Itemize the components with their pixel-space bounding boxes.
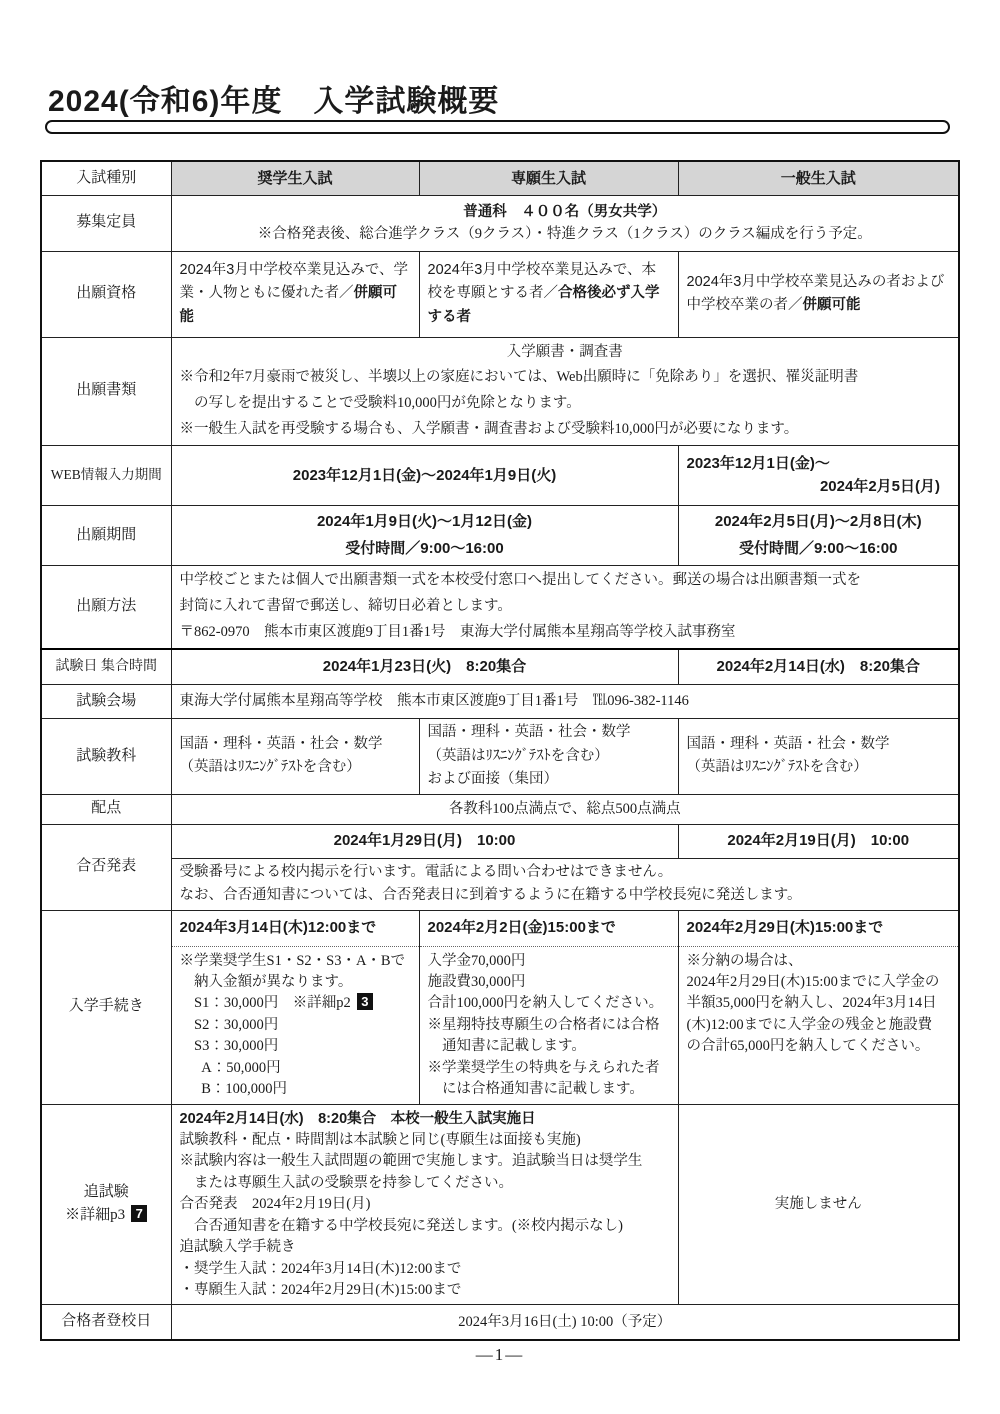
table-row-exam-subjects xyxy=(41,719,959,794)
table-row-enrollment-deadlines xyxy=(41,910,959,946)
text-line: 2024年3月中学校卒業見込みで、本校を専願とする者／ xyxy=(427,261,657,302)
row-label-application-method: 出願方法 xyxy=(41,566,171,649)
row-label-application-period: 出願期間 xyxy=(41,505,171,566)
cell-exam-date-general: 2024年2月14日(水) 8:20集合 xyxy=(678,649,959,685)
method-address: 〒862-0970 熊本市東区渡鹿9丁目1番1号 東海大学付属熊本星翔高等学校入試事務室 xyxy=(179,623,736,640)
cell-exam-date-main: 2024年1月23日(火) 8:20集合 xyxy=(171,649,678,685)
text-line: ※試験内容は一般生入試問題の範囲で実施します。追試験当日は奨学生 xyxy=(179,1153,643,1170)
method-line-2: 封筒に入れて書留で郵送し、締切日必着とします。 xyxy=(179,597,512,614)
text-line: 合否通知書を在籍する中学校長宛に発送します。(※校内掲示なし) xyxy=(194,1217,623,1234)
title-underline-bar xyxy=(45,120,950,134)
subjects-line: （英語はﾘｽﾆﾝｸﾞﾃｽﾄを含む） xyxy=(686,759,868,776)
cell-eligibility-scholarship xyxy=(171,251,419,337)
fee-a: A：50,000円 xyxy=(201,1059,281,1076)
table-row-documents xyxy=(41,337,959,445)
documents-note-1-cont: の写しを提出することで受験料10,000円が免除となります。 xyxy=(194,395,581,412)
row-label-attendance-day: 合格者登校日 xyxy=(41,1304,171,1340)
text-line: 合否発表 2024年2月19日(月) xyxy=(179,1196,371,1213)
application-period-dates: 2024年1月9日(火)～1月12日(金) xyxy=(316,512,533,530)
subjects-line: （英語はﾘｽﾆﾝｸﾞﾃｽﾄを含む） xyxy=(427,747,609,764)
cell-enrollment-sengan xyxy=(419,946,678,1104)
text-line: 半額35,000円を納入し、2024年3月14日 xyxy=(686,995,937,1012)
cell-web-period-general xyxy=(678,445,959,505)
subjects-line: （英語はﾘｽﾆﾝｸﾞﾃｽﾄを含む） xyxy=(179,759,361,776)
cell-makeup-exam-details xyxy=(171,1104,678,1304)
row-label-exam-date: 試験日 集合時間 xyxy=(41,649,171,685)
table-row-admitted-attendance-day xyxy=(41,1304,959,1340)
cell-eligibility-sengan xyxy=(419,251,678,337)
cell-enrollment-general xyxy=(678,946,959,1104)
text-line: ※星翔特技専願生の合格者には合格 xyxy=(427,1016,660,1033)
makeup-exam-detail-ref xyxy=(45,1204,168,1227)
method-line-1: 中学校ごとまたは個人で出願書類一式を本校受付窓口へ提出してください。郵送の場合は出願書類一式を xyxy=(179,572,861,589)
cell-enrollment-deadline-general: 2024年2月29日(木)15:00まで xyxy=(678,910,959,946)
cell-subjects-general xyxy=(678,719,959,794)
row-label-web-entry-period: WEB情報入力期間 xyxy=(41,445,171,505)
cell-results-date-general: 2024年2月19日(月) 10:00 xyxy=(678,824,959,858)
cell-subjects-scholarship xyxy=(171,719,419,794)
row-label-exam-subjects: 試験教科 xyxy=(41,719,171,794)
cell-makeup-exam-general: 実施しません xyxy=(678,1104,959,1304)
text-line: ※学業奨学生の特典を与えられた者 xyxy=(427,1059,660,1076)
capacity-note: ※合格発表後、総合進学クラス（9クラス）・特進クラス（1クラス）のクラス編成を行う予定。 xyxy=(257,226,872,242)
cell-subjects-sengan xyxy=(419,719,678,794)
text-line: 合計100,000円を納入してください。 xyxy=(427,995,664,1012)
fee-s1: S1：30,000円 ※詳細p2 xyxy=(194,995,351,1012)
table-row-application-method xyxy=(41,566,959,649)
cell-scoring: 各教科100点満点で、総点500点満点 xyxy=(171,794,959,824)
application-period-hours: 受付時間／9:00～16:00 xyxy=(345,540,504,558)
cell-attendance-day: 2024年3月16日(土) 10:00（予定） xyxy=(171,1304,959,1340)
text-line: 納入金額が異なります。 xyxy=(194,973,353,990)
row-label-capacity: 募集定員 xyxy=(41,195,171,251)
subjects-line: 国語・理科・英語・社会・数学 xyxy=(179,735,383,752)
documents-note-2: ※一般生入試を再受験する場合も、入学願書・調査書および受験料10,000円が必要になります。 xyxy=(179,420,799,437)
cell-enrollment-deadline-sengan: 2024年2月2日(金)15:00まで xyxy=(419,910,678,946)
table-row-exam-types xyxy=(41,161,959,195)
cell-exam-venue: 東海大学付属熊本星翔高等学校 熊本市東区渡鹿9丁目1番1号 ℡096-382-1146 xyxy=(171,685,959,719)
table-row-eligibility xyxy=(41,251,959,337)
fee-s3: S3：30,000円 xyxy=(194,1038,279,1055)
exam-overview-table xyxy=(40,160,960,1341)
text-line: ※詳細p3 xyxy=(65,1207,126,1224)
page-number: ―1― xyxy=(475,1345,525,1364)
text-line: ・専願生入試：2024年2月29日(木)15:00まで xyxy=(179,1282,462,1299)
text-line: 通知書に記載します。 xyxy=(442,1038,586,1055)
cell-enrollment-scholarship xyxy=(171,946,419,1104)
text-line: 追試験入学手続き xyxy=(179,1239,296,1256)
text-line: 2024年2月29日(木)15:00までに入学金の xyxy=(686,973,940,990)
cell-application-period-main xyxy=(171,505,678,566)
cell-web-period-main: 2023年12月1日(金)～2024年1月9日(火) xyxy=(171,445,678,505)
text-line: 施設費30,000円 xyxy=(427,973,526,990)
cell-application-period-general xyxy=(678,505,959,566)
subjects-line: 国語・理科・英語・社会・数学 xyxy=(427,724,631,741)
table-row-enrollment-details xyxy=(41,946,959,1104)
cell-results-date-main: 2024年1月29日(月) 10:00 xyxy=(171,824,678,858)
column-header-sengan-exam: 専願生入試 xyxy=(419,161,678,195)
table-row-application-period xyxy=(41,505,959,566)
results-note-1: 受験番号による校内掲示を行います。電話による問い合わせはできません。 xyxy=(179,863,673,880)
row-label-makeup-exam xyxy=(41,1104,171,1304)
eligibility-bold: 併願可能 xyxy=(179,285,397,325)
eligibility-bold: 併願可能 xyxy=(802,297,861,313)
text-line xyxy=(180,993,411,1014)
row-label-results: 合否発表 xyxy=(41,824,171,910)
web-period-line2: 2024年2月5日(月) xyxy=(819,478,940,496)
capacity-main: 普通科 ４００名（男女共学） xyxy=(463,203,667,220)
cell-application-method xyxy=(171,566,959,649)
cell-enrollment-deadline-scholarship: 2024年3月14日(木)12:00まで xyxy=(171,910,419,946)
column-header-scholarship-exam: 奨学生入試 xyxy=(171,161,419,195)
table-row-capacity xyxy=(41,195,959,251)
row-label-scoring: 配点 xyxy=(41,794,171,824)
text-line: の合計65,000円を納入してください。 xyxy=(686,1038,930,1055)
application-period-hours: 受付時間／9:00～16:00 xyxy=(739,540,898,558)
table-row-results-notes xyxy=(41,858,959,910)
page-title: 2024(令和6)年度 入学試験概要 xyxy=(48,85,500,118)
text-line: 試験教科・配点・時間割は本試験と同じ(専願生は面接も実施) xyxy=(179,1131,581,1148)
row-label-exam-type: 入試種別 xyxy=(41,161,171,195)
cell-eligibility-general xyxy=(678,251,959,337)
table-row-results-dates xyxy=(41,824,959,858)
table-row-exam-venue xyxy=(41,685,959,719)
text-line: には合格通知書に記載します。 xyxy=(442,1081,644,1098)
table-row-makeup-exam xyxy=(41,1104,959,1304)
row-label-exam-venue: 試験会場 xyxy=(41,685,171,719)
documents-title: 入学願書・調査書 xyxy=(506,343,623,360)
fee-b: B：100,000円 xyxy=(201,1081,288,1098)
row-label-eligibility: 出願資格 xyxy=(41,251,171,337)
table-row-scoring xyxy=(41,794,959,824)
eligibility-bold: 合格後必ず入学する者 xyxy=(427,285,660,325)
results-note-2: なお、合否通知書については、合否発表日に到着するように在籍する中学校長宛に発送します。 xyxy=(179,887,802,904)
text-line: ※学業奨学生S1・S2・S3・A・Bで xyxy=(179,952,406,969)
web-period-line1: 2023年12月1日(金)～ xyxy=(686,454,830,472)
documents-note-1: ※令和2年7月豪雨で被災し、半壊以上の家庭においては、Web出願時に「免除あり」を選択、罹災証明書 xyxy=(179,369,859,386)
row-label-documents: 出願書類 xyxy=(41,337,171,445)
application-period-dates: 2024年2月5日(月)～2月8日(木) xyxy=(714,512,922,530)
text-line: ※分納の場合は、 xyxy=(686,952,803,969)
makeup-exam-label: 追試験 xyxy=(83,1183,129,1200)
fee-s2: S2：30,000円 xyxy=(194,1016,279,1033)
text-line: (木)12:00までに入学金の残金と施設費 xyxy=(686,1016,933,1033)
text-line: ・奨学生入試：2024年3月14日(木)12:00まで xyxy=(179,1260,462,1277)
subjects-line: および面接（集団） xyxy=(427,771,558,788)
detail-page-badge: 3 xyxy=(357,993,373,1010)
makeup-exam-date: 2024年2月14日(水) 8:20集合 本校一般生入試実施日 xyxy=(179,1110,536,1127)
text-line: 入学金70,000円 xyxy=(427,952,526,969)
text-line: 2024年3月中学校卒業見込みの者および中学校卒業の者／ xyxy=(686,273,945,313)
row-label-enrollment: 入学手続き xyxy=(41,910,171,1104)
text-line: 2024年3月中学校卒業見込みで、学業・人物ともに優れた者／ xyxy=(179,261,409,302)
cell-capacity xyxy=(171,195,959,251)
subjects-line: 国語・理科・英語・社会・数学 xyxy=(686,735,890,752)
column-header-general-exam: 一般生入試 xyxy=(678,161,959,195)
detail-page-badge: 7 xyxy=(131,1205,147,1222)
text-line: または専願生入試の受験票を持参してください。 xyxy=(194,1174,513,1191)
table-row-exam-date xyxy=(41,649,959,685)
cell-results-notes xyxy=(171,858,959,910)
cell-documents xyxy=(171,337,959,445)
table-row-web-entry-period xyxy=(41,445,959,505)
